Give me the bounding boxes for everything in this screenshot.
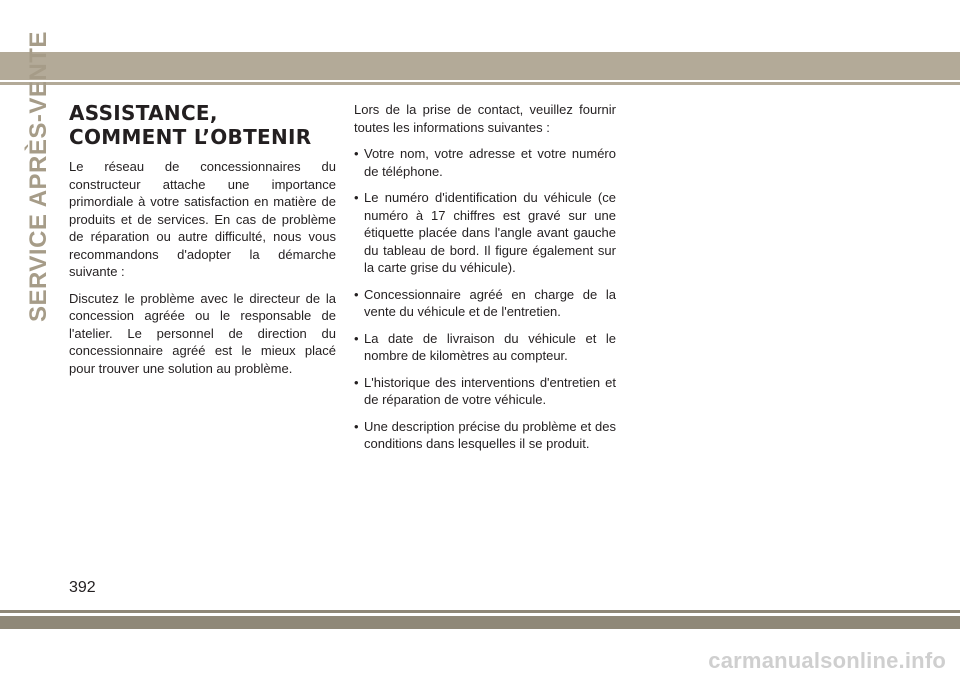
list-item (354, 286, 616, 321)
footer-band (0, 616, 960, 629)
list-item (354, 189, 616, 277)
list-item (354, 374, 616, 409)
right-column (354, 101, 616, 462)
paragraph-2: Discutez le problème avec le directeur de la concession agréée ou le responsable de l'atelier. Le personnel de direction du concessionnaire agréé est le mieux placé pour trouver une solution au problème. (69, 290, 336, 376)
list-item-text: La date de livraison du véhicule et le nombre de kilomètres au compteur. (364, 330, 616, 363)
bullet-icon: • (354, 330, 359, 346)
list-item-text: Votre nom, votre adresse et votre numéro de téléphone. (364, 146, 616, 179)
header-rule (0, 82, 960, 85)
bullet-icon: • (354, 418, 359, 434)
section-title-vertical: SERVICE APRÈS-VENTE (25, 31, 52, 322)
list-item (354, 418, 616, 453)
bullet-icon: • (354, 190, 359, 205)
heading-line-1: ASSISTANCE, (69, 101, 218, 125)
list-item (354, 330, 616, 365)
bullet-icon: • (354, 286, 359, 302)
list-item-text: Une description précise du problème et des conditions dans lesquelles il se produit. (364, 418, 616, 451)
bullet-icon: • (354, 374, 359, 390)
info-list (354, 145, 616, 453)
heading-line-2: COMMENT L’OBTENIR (69, 125, 312, 149)
list-item-text: L'historique des interventions d'entretien et de réparation de votre véhicule. (364, 374, 616, 407)
bullet-icon: • (354, 146, 359, 161)
header-band (0, 52, 960, 80)
list-item (354, 145, 616, 180)
list-item-text: Le numéro d'identification du véhicule (ce numéro à 17 chiffres est gravé sur une étiquette placée dans l'angle avant gauche du tableau de bord. Il figure également sur la carte grise du véhicule). (364, 190, 616, 275)
page-number: 392 (69, 579, 96, 596)
page-heading (69, 101, 336, 149)
intro-paragraph: Lors de la prise de contact, veuillez fournir toutes les informations suivantes : (354, 102, 616, 135)
footer-rule (0, 610, 960, 613)
left-column (69, 101, 336, 386)
watermark: carmanualsonline.info (708, 648, 946, 673)
paragraph-1: Le réseau de concessionnaires du constructeur attache une importance primordiale à votre satisfaction en matière de produits et de services. En cas de problème de réparation ou autre difficulté, nous vous recommandons d'adopter la démarche suivante : (69, 159, 336, 279)
list-item-text: Concessionnaire agréé en charge de la vente du véhicule et de l'entretien. (364, 286, 616, 319)
